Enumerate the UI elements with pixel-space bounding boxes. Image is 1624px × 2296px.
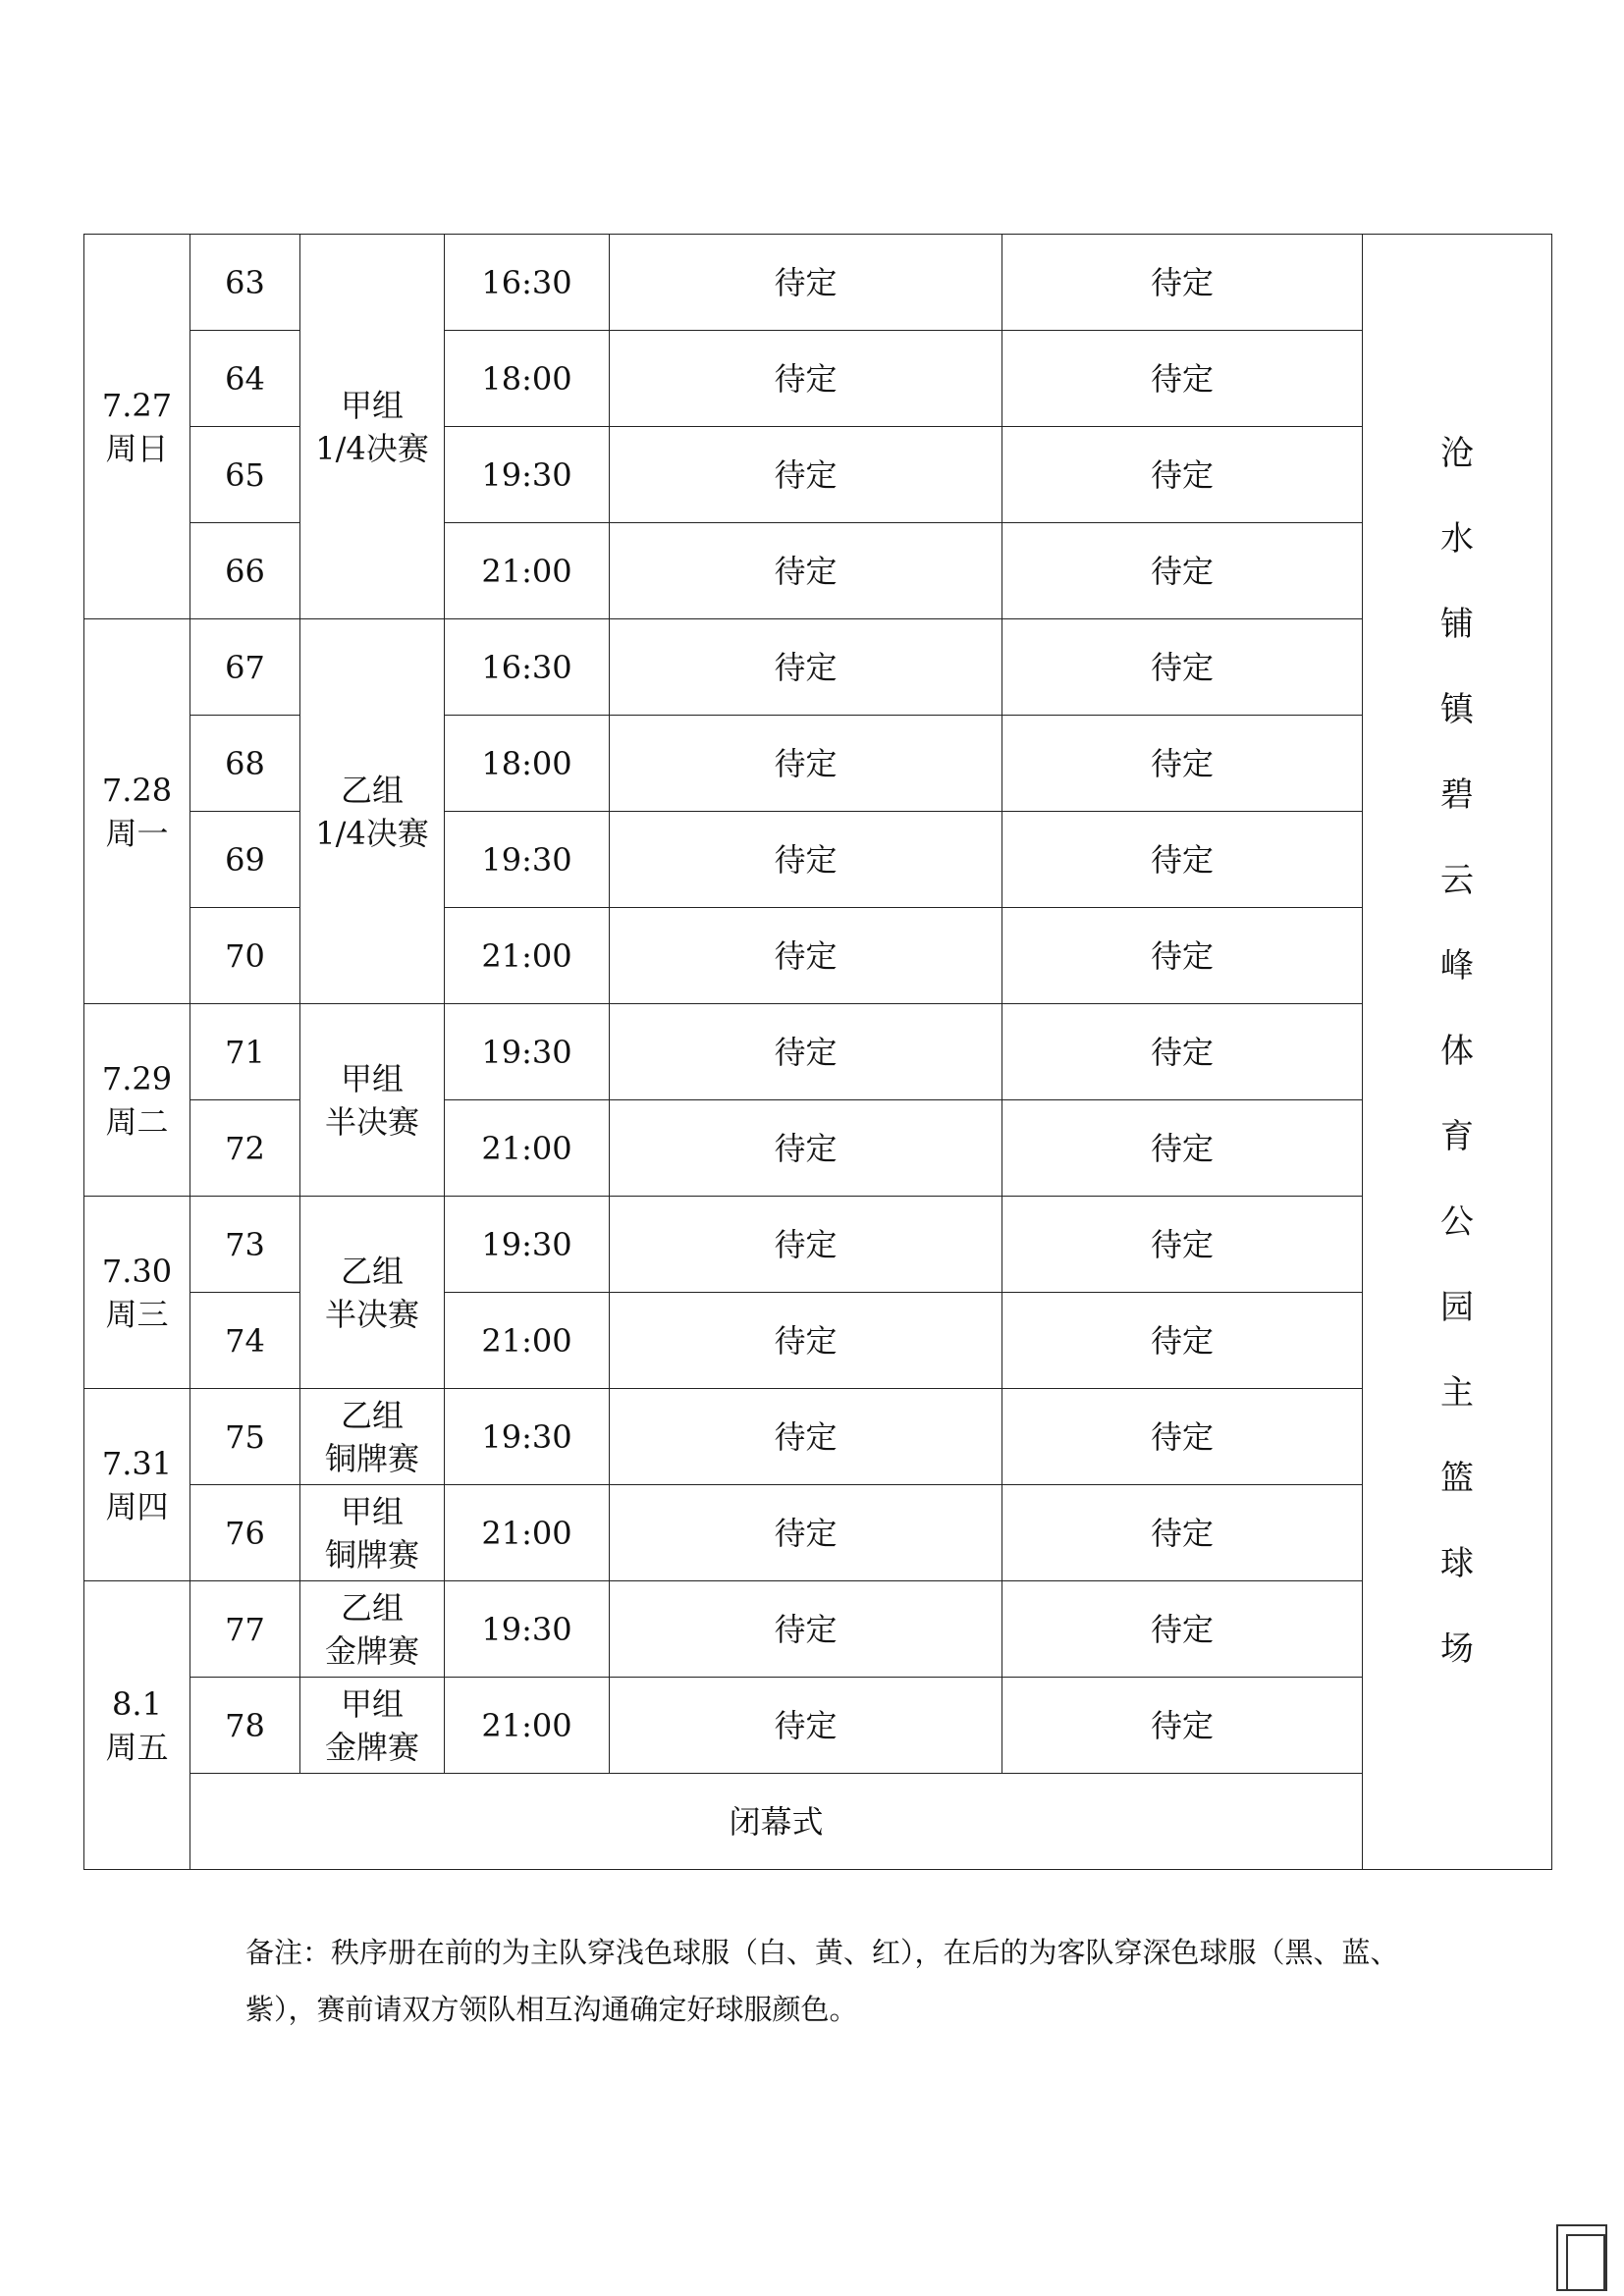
away-team: 待定 — [1002, 1004, 1363, 1100]
table-row — [84, 1774, 1552, 1870]
away-team: 待定 — [1002, 716, 1363, 812]
away-team: 待定 — [1002, 619, 1363, 716]
stage-cell: 甲组 铜牌赛 — [300, 1485, 445, 1581]
home-team: 待定 — [610, 1678, 1002, 1774]
table-row — [84, 619, 1552, 716]
away-team: 待定 — [1002, 427, 1363, 523]
away-team: 待定 — [1002, 1581, 1363, 1678]
time-cell: 18:00 — [445, 331, 610, 427]
remarks-note: 备注：秩序册在前的为主队穿浅色球服（白、黄、红），在后的为客队穿深色球服（黑、蓝、紫），赛前请双方领队相互沟通确定好球服颜色。 — [245, 1936, 1399, 2026]
time-cell: 19:30 — [445, 1004, 610, 1100]
time-cell: 19:30 — [445, 1197, 610, 1293]
stage-cell: 甲组 金牌赛 — [300, 1678, 445, 1774]
home-team: 待定 — [610, 1197, 1002, 1293]
table-row — [84, 1581, 1552, 1678]
match-number: 67 — [190, 619, 300, 716]
date-cell: 8.1 周五 — [84, 1581, 190, 1870]
away-team: 待定 — [1002, 1100, 1363, 1197]
match-number: 68 — [190, 716, 300, 812]
stage-cell: 乙组 半决赛 — [300, 1197, 445, 1389]
match-number: 78 — [190, 1678, 300, 1774]
home-team: 待定 — [610, 716, 1002, 812]
table-row — [84, 1678, 1552, 1774]
table-row — [84, 1004, 1552, 1100]
home-team: 待定 — [610, 1293, 1002, 1389]
home-team: 待定 — [610, 1004, 1002, 1100]
match-number: 77 — [190, 1581, 300, 1678]
away-team: 待定 — [1002, 235, 1363, 331]
away-team: 待定 — [1002, 1678, 1363, 1774]
closing-ceremony: 闭幕式 — [190, 1774, 1363, 1870]
home-team: 待定 — [610, 908, 1002, 1004]
date-cell: 7.27 周日 — [84, 235, 190, 619]
time-cell: 21:00 — [445, 1678, 610, 1774]
match-number: 74 — [190, 1293, 300, 1389]
time-cell: 16:30 — [445, 235, 610, 331]
date-cell: 7.29 周二 — [84, 1004, 190, 1197]
date-cell: 7.30 周三 — [84, 1197, 190, 1389]
time-cell: 19:30 — [445, 812, 610, 908]
time-cell: 19:30 — [445, 427, 610, 523]
time-cell: 21:00 — [445, 523, 610, 619]
match-number: 76 — [190, 1485, 300, 1581]
home-team: 待定 — [610, 619, 1002, 716]
home-team: 待定 — [610, 1485, 1002, 1581]
stage-cell: 乙组 铜牌赛 — [300, 1389, 445, 1485]
match-number: 65 — [190, 427, 300, 523]
time-cell: 16:30 — [445, 619, 610, 716]
schedule-table — [83, 234, 1552, 1870]
time-cell: 21:00 — [445, 1293, 610, 1389]
stage-cell: 甲组 1/4决赛 — [300, 235, 445, 619]
match-number: 66 — [190, 523, 300, 619]
away-team: 待定 — [1002, 908, 1363, 1004]
time-cell: 21:00 — [445, 908, 610, 1004]
away-team: 待定 — [1002, 1485, 1363, 1581]
stage-cell: 乙组 金牌赛 — [300, 1581, 445, 1678]
home-team: 待定 — [610, 331, 1002, 427]
time-cell: 19:30 — [445, 1581, 610, 1678]
date-cell: 7.31 周四 — [84, 1389, 190, 1581]
table-row — [84, 235, 1552, 331]
table-row — [84, 1197, 1552, 1293]
stage-cell: 甲组 半决赛 — [300, 1004, 445, 1197]
time-cell: 21:00 — [445, 1485, 610, 1581]
home-team: 待定 — [610, 235, 1002, 331]
away-team: 待定 — [1002, 812, 1363, 908]
home-team: 待定 — [610, 812, 1002, 908]
venue-text: 沧 水 铺 镇 碧 云 峰 体 育 公 园 主 篮 球 场 — [1440, 434, 1474, 1669]
match-number: 69 — [190, 812, 300, 908]
away-team: 待定 — [1002, 1197, 1363, 1293]
match-number: 70 — [190, 908, 300, 1004]
home-team: 待定 — [610, 523, 1002, 619]
stage-cell: 乙组 1/4决赛 — [300, 619, 445, 1004]
home-team: 待定 — [610, 427, 1002, 523]
home-team: 待定 — [610, 1100, 1002, 1197]
away-team: 待定 — [1002, 523, 1363, 619]
time-cell: 21:00 — [445, 1100, 610, 1197]
away-team: 待定 — [1002, 331, 1363, 427]
date-cell: 7.28 周一 — [84, 619, 190, 1004]
match-number: 73 — [190, 1197, 300, 1293]
away-team: 待定 — [1002, 1389, 1363, 1485]
table-row — [84, 1389, 1552, 1485]
venue-cell — [1363, 235, 1552, 1870]
match-number: 72 — [190, 1100, 300, 1197]
match-number: 75 — [190, 1389, 300, 1485]
table-row — [84, 1485, 1552, 1581]
match-number: 64 — [190, 331, 300, 427]
time-cell: 18:00 — [445, 716, 610, 812]
corner-logo-icon — [1555, 2223, 1608, 2292]
time-cell: 19:30 — [445, 1389, 610, 1485]
match-number: 71 — [190, 1004, 300, 1100]
away-team: 待定 — [1002, 1293, 1363, 1389]
match-number: 63 — [190, 235, 300, 331]
home-team: 待定 — [610, 1581, 1002, 1678]
home-team: 待定 — [610, 1389, 1002, 1485]
